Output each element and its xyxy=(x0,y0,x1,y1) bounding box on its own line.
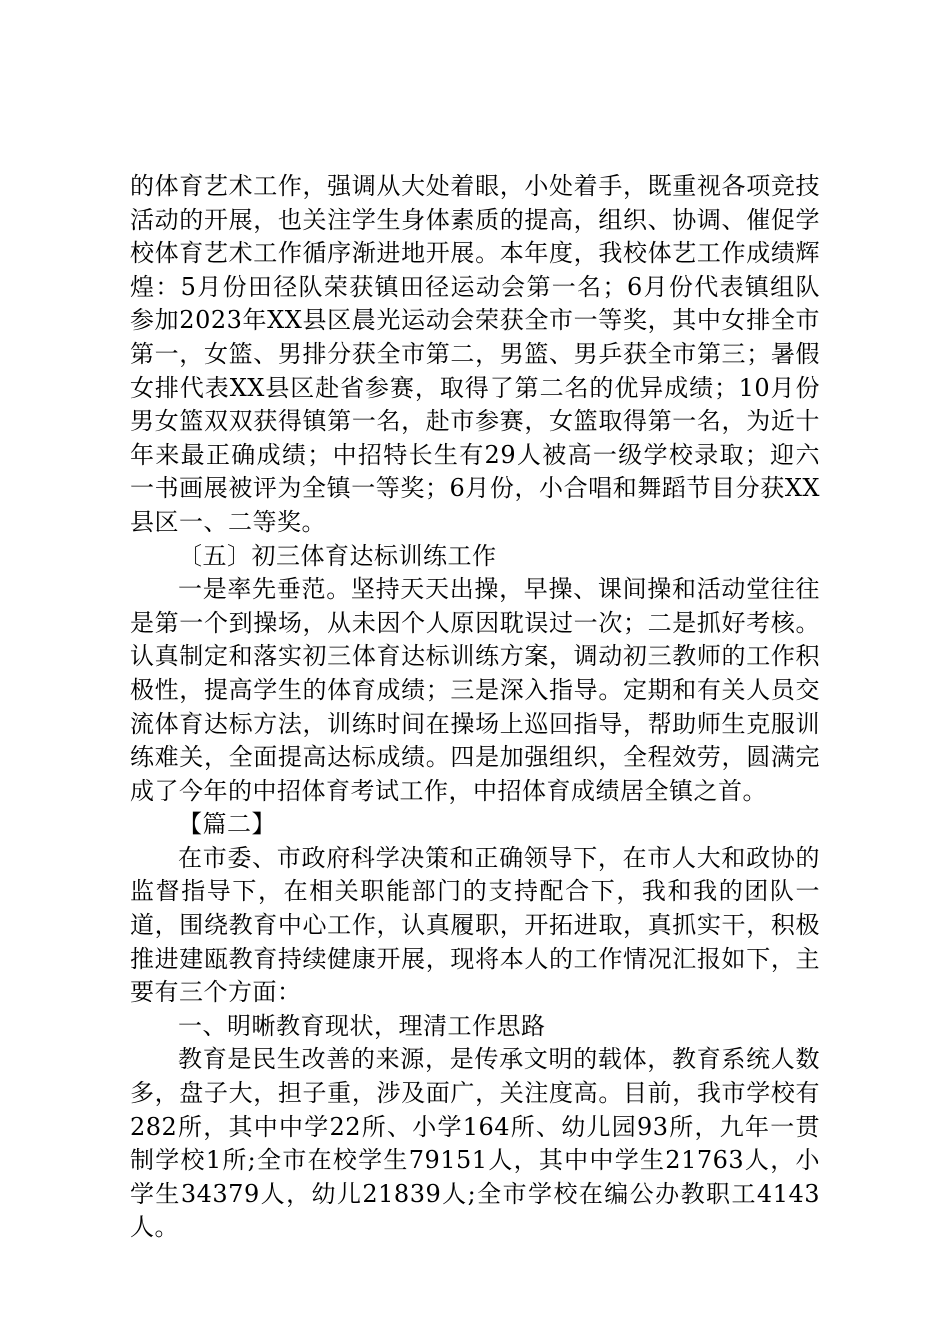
paragraph-education-statistics: 教育是民生改善的来源，是传承文明的载体，教育系统人数多，盘子大，担子重，涉及面广，关注度高。目前，我市学校有282所，其中中学22所、小学164所、幼儿园93所，九年一贯制学校1所;全市在校学生79151人，其中中学生21763人，小学生34379人，幼儿21839人;全市学校在编公办教职工4143人。 xyxy=(130,1045,820,1242)
paragraph-sports-arts-achievements: 的体育艺术工作，强调从大处着眼，小处着手，既重视各项竞技活动的开展，也关注学生身体素质的提高，组织、协调、催促学校体育艺术工作循序渐进地开展。本年度，我校体艺工作成绩辉煌：5月份田径队荣获镇田径运动会第一名；6月份代表镇组队参加2023年XX县区晨光运动会荣获全市一等奖，其中女排全市第一，女篮、男排分获全市第二，男篮、男乒获全市第三；暑假女排代表XX县区赴省参赛，取得了第二名的优异成绩；10月份男女篮双双获得镇第一名，赴市参赛，女篮取得第一名，为近十年来最正确成绩；中招特长生有29人被高一级学校录取；迎六一书画展被评为全镇一等奖；6月份，小合唱和舞蹈节目分获XX县区一、二等奖。 xyxy=(130,172,820,536)
paragraph-work-report-intro: 在市委、市政府科学决策和正确领导下，在市人大和政协的监督指导下，在相关职能部门的支持配合下，我和我的团队一道，围绕教育中心工作，认真履职，开拓进取，真抓实干，积极推进建瓯教育持续健康开展，现将本人的工作情况汇报如下，主要有三个方面： xyxy=(130,843,820,1007)
chapter-heading-part-two: 【篇二】 xyxy=(178,810,276,839)
section-heading-grade-nine-sports: 〔五〕初三体育达标训练工作 xyxy=(178,541,497,570)
section-heading-education-status: 一、明晰教育现状，理清工作思路 xyxy=(178,1011,546,1040)
paragraph-sports-training-work: 一是率先垂范。坚持天天出操，早操、课间操和活动堂往往是第一个到操场，从未因个人原因耽误过一次；二是抓好考核。认真制定和落实初三体育达标训练方案，调动初三教师的工作积极性，提高学生的体育成绩；三是深入指导。定期和有关人员交流体育达标方法，训练时间在操场上巡回指导，帮助师生克服训练难关，全面提高达标成绩。四是加强组织，全程效劳，圆满完成了今年的中招体育考试工作，中招体育成绩居全镇之首。 xyxy=(130,575,820,805)
document-body xyxy=(130,170,820,1245)
